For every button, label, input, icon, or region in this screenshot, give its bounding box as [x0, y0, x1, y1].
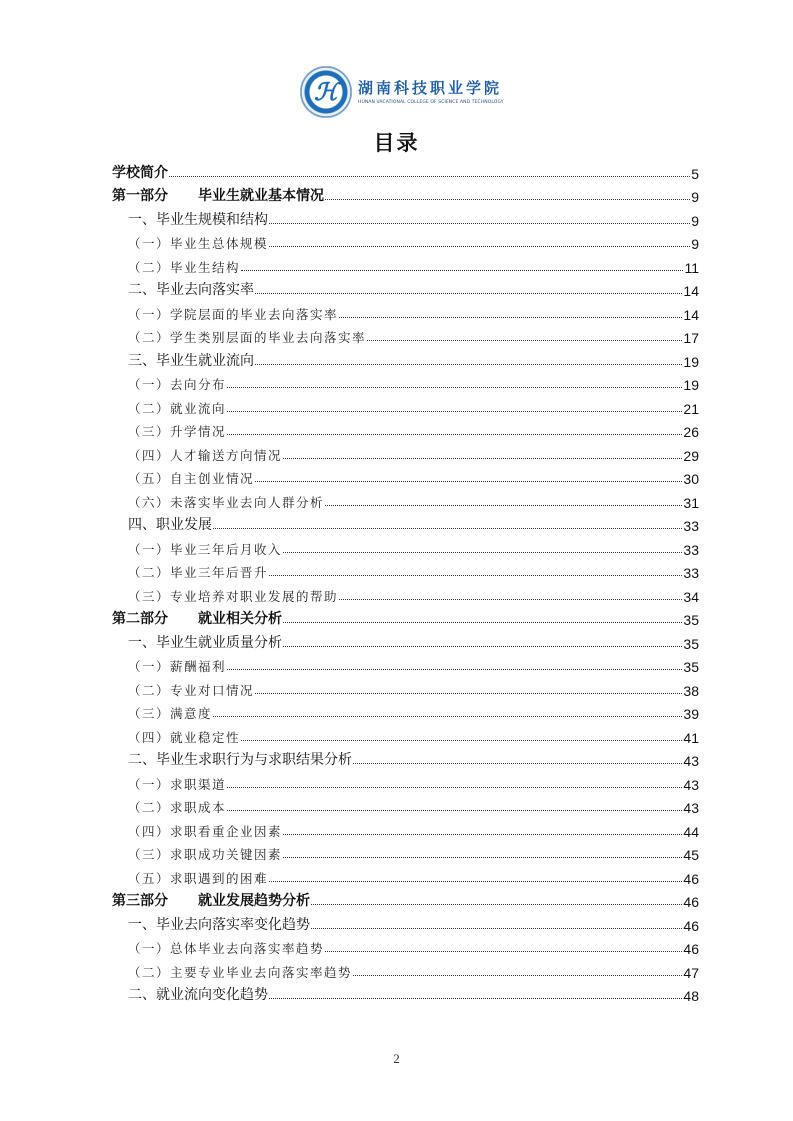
college-seal-icon	[300, 66, 352, 118]
toc-entry-subsection[interactable]	[112, 675, 699, 699]
toc-entry-label: （一）毕业三年后月收入	[128, 541, 283, 557]
toc-entry-label: （一）毕业生总体规模	[128, 236, 269, 251]
toc-entry-subsection[interactable]	[112, 957, 699, 981]
toc-entry-section[interactable]	[112, 628, 699, 652]
toc-entry-label: （三）满意度	[128, 706, 213, 721]
toc-entry-label: （一）去向分布	[128, 377, 227, 392]
toc-entry-label	[112, 890, 311, 910]
college-logo	[300, 66, 504, 118]
toc-page-number: 41	[683, 729, 699, 746]
toc-page-number: 5	[691, 165, 699, 182]
toc-part-title: 毕业生就业基本情况	[198, 188, 324, 204]
toc-entry-label: 四、职业发展	[128, 516, 212, 532]
toc-entry-part[interactable]	[112, 158, 699, 182]
table-of-contents	[112, 158, 699, 1004]
toc-page-number: 26	[683, 424, 699, 440]
toc-entry-label	[112, 185, 325, 205]
toc-entry-subsection[interactable]	[112, 393, 699, 417]
dot-leader	[269, 245, 690, 247]
dot-leader	[255, 692, 682, 694]
toc-entry-section[interactable]	[112, 746, 699, 770]
toc-page-number: 9	[691, 189, 699, 205]
toc-part-number: 第二部分	[112, 611, 168, 627]
toc-entry-subsection[interactable]	[112, 440, 699, 464]
toc-page-number: 44	[683, 823, 699, 840]
toc-page-number: 29	[683, 447, 699, 464]
dot-leader	[227, 386, 682, 388]
toc-entry-part[interactable]	[112, 887, 699, 911]
dot-leader	[311, 903, 682, 905]
dot-leader	[241, 739, 682, 741]
toc-entry-subsection[interactable]	[112, 299, 699, 323]
dot-leader	[339, 598, 682, 600]
dot-leader	[353, 762, 682, 764]
toc-entry-subsection[interactable]	[112, 816, 699, 840]
dot-leader	[283, 645, 682, 647]
toc-entry-label: （二）毕业生结构	[128, 259, 241, 275]
toc-entry-subsection[interactable]	[112, 581, 699, 605]
toc-page-number: 30	[683, 471, 699, 487]
toc-part-title: 就业相关分析	[198, 611, 282, 627]
toc-page-number: 43	[683, 776, 699, 793]
toc-page-number: 46	[683, 870, 699, 887]
toc-title: 目录	[373, 131, 420, 155]
toc-entry-label: 学校简介	[112, 164, 168, 181]
toc-page-number: 33	[683, 518, 699, 534]
toc-entry-label: 一、毕业生规模和结构	[128, 210, 268, 227]
toc-page-number: 31	[683, 494, 699, 511]
dot-leader	[353, 974, 682, 976]
toc-page-number: 43	[683, 753, 699, 769]
toc-entry-label: 二、毕业生求职行为与求职结果分析	[128, 751, 352, 767]
toc-entry-subsection[interactable]	[112, 769, 699, 793]
toc-entry-label: （四）就业稳定性	[128, 729, 241, 745]
dot-leader	[213, 715, 682, 717]
toc-entry-subsection[interactable]	[112, 487, 699, 511]
document-header	[0, 66, 793, 122]
toc-page-number: 43	[683, 800, 699, 816]
dot-leader	[169, 175, 690, 177]
toc-entry-subsection[interactable]	[112, 370, 699, 394]
toc-entry-label: 三、毕业生就业流向	[128, 351, 254, 368]
toc-entry-subsection[interactable]	[112, 417, 699, 441]
dot-leader	[269, 880, 682, 882]
dot-leader	[283, 833, 682, 835]
toc-entry-label: 一、毕业生就业质量分析	[128, 633, 282, 650]
toc-entry-subsection[interactable]	[112, 722, 699, 746]
dot-leader	[227, 809, 682, 811]
toc-entry-label: （一）求职渠道	[128, 776, 227, 792]
dot-leader	[241, 269, 683, 271]
dot-leader	[227, 410, 682, 412]
toc-page-number: 33	[683, 565, 699, 581]
toc-entry-label: （一）薪酬福利	[128, 659, 227, 674]
toc-entry-subsection[interactable]	[112, 840, 699, 864]
college-name-block	[358, 79, 504, 105]
toc-entry-section[interactable]	[112, 346, 699, 370]
dot-leader	[325, 504, 682, 506]
toc-page-number: 19	[683, 353, 699, 370]
toc-entry-label: （三）专业培养对职业发展的帮助	[128, 588, 339, 604]
dot-leader	[227, 786, 682, 788]
toc-entry-label: （二）主要专业毕业去向落实率趋势	[128, 964, 353, 980]
toc-entry-subsection[interactable]	[112, 534, 699, 558]
toc-entry-label: （二）学生类别层面的毕业去向落实率	[128, 330, 367, 345]
dot-leader	[227, 668, 682, 670]
toc-entry-label	[112, 608, 283, 628]
toc-entry-subsection[interactable]	[112, 558, 699, 582]
toc-entry-section[interactable]	[112, 205, 699, 229]
toc-entry-part[interactable]	[112, 182, 699, 206]
toc-part-title: 就业发展趋势分析	[198, 893, 310, 909]
toc-entry-subsection[interactable]	[112, 323, 699, 347]
toc-entry-label: （二）求职成本	[128, 800, 227, 815]
dot-leader	[269, 222, 690, 224]
toc-entry-label: （二）专业对口情况	[128, 682, 255, 698]
toc-entry-label: （四）人才输送方向情况	[128, 447, 283, 463]
toc-page-number: 14	[683, 306, 699, 323]
toc-entry-label: （一）学院层面的毕业去向落实率	[128, 306, 339, 322]
toc-entry-section[interactable]	[112, 981, 699, 1005]
toc-entry-subsection[interactable]	[112, 464, 699, 488]
toc-page-number: 35	[683, 659, 699, 675]
toc-part-number: 第一部分	[112, 188, 168, 204]
dot-leader	[283, 621, 682, 623]
toc-page-number: 21	[683, 400, 699, 417]
toc-page-number: 47	[683, 964, 699, 981]
toc-entry-label: （三）求职成功关键因素	[128, 847, 283, 862]
toc-entry-part[interactable]	[112, 605, 699, 629]
toc-entry-label: （二）毕业三年后晋升	[128, 565, 269, 580]
dot-leader	[255, 363, 682, 365]
toc-page-number: 39	[683, 706, 699, 722]
toc-entry-label: 二、毕业去向落实率	[128, 281, 254, 297]
toc-page-number: 17	[683, 330, 699, 346]
toc-page-number: 45	[683, 847, 699, 863]
dot-leader	[283, 856, 682, 858]
college-name-en: HUNAN VACATIONAL COLLEGE OF SCIENCE AND TECHNOLOGY	[358, 100, 504, 105]
dot-leader	[325, 950, 682, 952]
toc-page-number: 19	[683, 377, 699, 393]
dot-leader	[325, 198, 690, 200]
dot-leader	[227, 433, 682, 435]
dot-leader	[213, 527, 682, 529]
dot-leader	[339, 316, 682, 318]
toc-page-number: 9	[691, 236, 699, 252]
toc-entry-label: 二、就业流向变化趋势	[128, 986, 268, 1002]
toc-entry-label: （二）就业流向	[128, 400, 227, 416]
toc-page-number: 46	[683, 941, 699, 957]
toc-entry-label: （四）求职看重企业因素	[128, 823, 283, 839]
toc-page-number: 11	[684, 259, 699, 276]
toc-page-number: 9	[691, 212, 699, 229]
college-name-cn: 湖南科技职业学院	[358, 79, 503, 97]
toc-page-number: 48	[683, 988, 699, 1004]
toc-page-number: 34	[683, 588, 699, 605]
toc-entry-label: （五）自主创业情况	[128, 471, 255, 486]
toc-entry-label: 一、毕业去向落实率变化趋势	[128, 915, 310, 932]
toc-part-number: 第三部分	[112, 893, 168, 909]
dot-leader	[367, 339, 682, 341]
dot-leader	[283, 551, 682, 553]
dot-leader	[311, 927, 682, 929]
dot-leader	[269, 574, 682, 576]
toc-entry-section[interactable]	[112, 910, 699, 934]
toc-entry-subsection[interactable]	[112, 652, 699, 676]
toc-entry-section[interactable]	[112, 276, 699, 300]
toc-entry-subsection[interactable]	[112, 793, 699, 817]
dot-leader	[269, 997, 682, 999]
seal-emblem: ℋ	[314, 77, 338, 106]
toc-page-number: 46	[683, 894, 699, 910]
toc-entry-subsection[interactable]	[112, 699, 699, 723]
toc-page-number: 14	[683, 283, 699, 299]
toc-page-number: 33	[683, 541, 699, 558]
toc-entry-label: （三）升学情况	[128, 424, 227, 439]
toc-entry-label: （六）未落实毕业去向人群分析	[128, 494, 325, 510]
toc-page-number: 35	[683, 635, 699, 652]
toc-entry-subsection[interactable]	[112, 863, 699, 887]
dot-leader	[283, 457, 682, 459]
page-number: 2	[393, 1051, 400, 1066]
dot-leader	[255, 480, 682, 482]
toc-page-number: 35	[683, 612, 699, 628]
toc-entry-label: （五）求职遇到的困难	[128, 870, 269, 886]
dot-leader	[255, 292, 682, 294]
toc-page-number: 38	[683, 682, 699, 699]
toc-entry-subsection[interactable]	[112, 934, 699, 958]
toc-entry-label: （一）总体毕业去向落实率趋势	[128, 941, 325, 956]
toc-entry-section[interactable]	[112, 511, 699, 535]
toc-entry-subsection[interactable]	[112, 252, 699, 276]
toc-entry-subsection[interactable]	[112, 229, 699, 253]
toc-page-number: 46	[683, 917, 699, 934]
